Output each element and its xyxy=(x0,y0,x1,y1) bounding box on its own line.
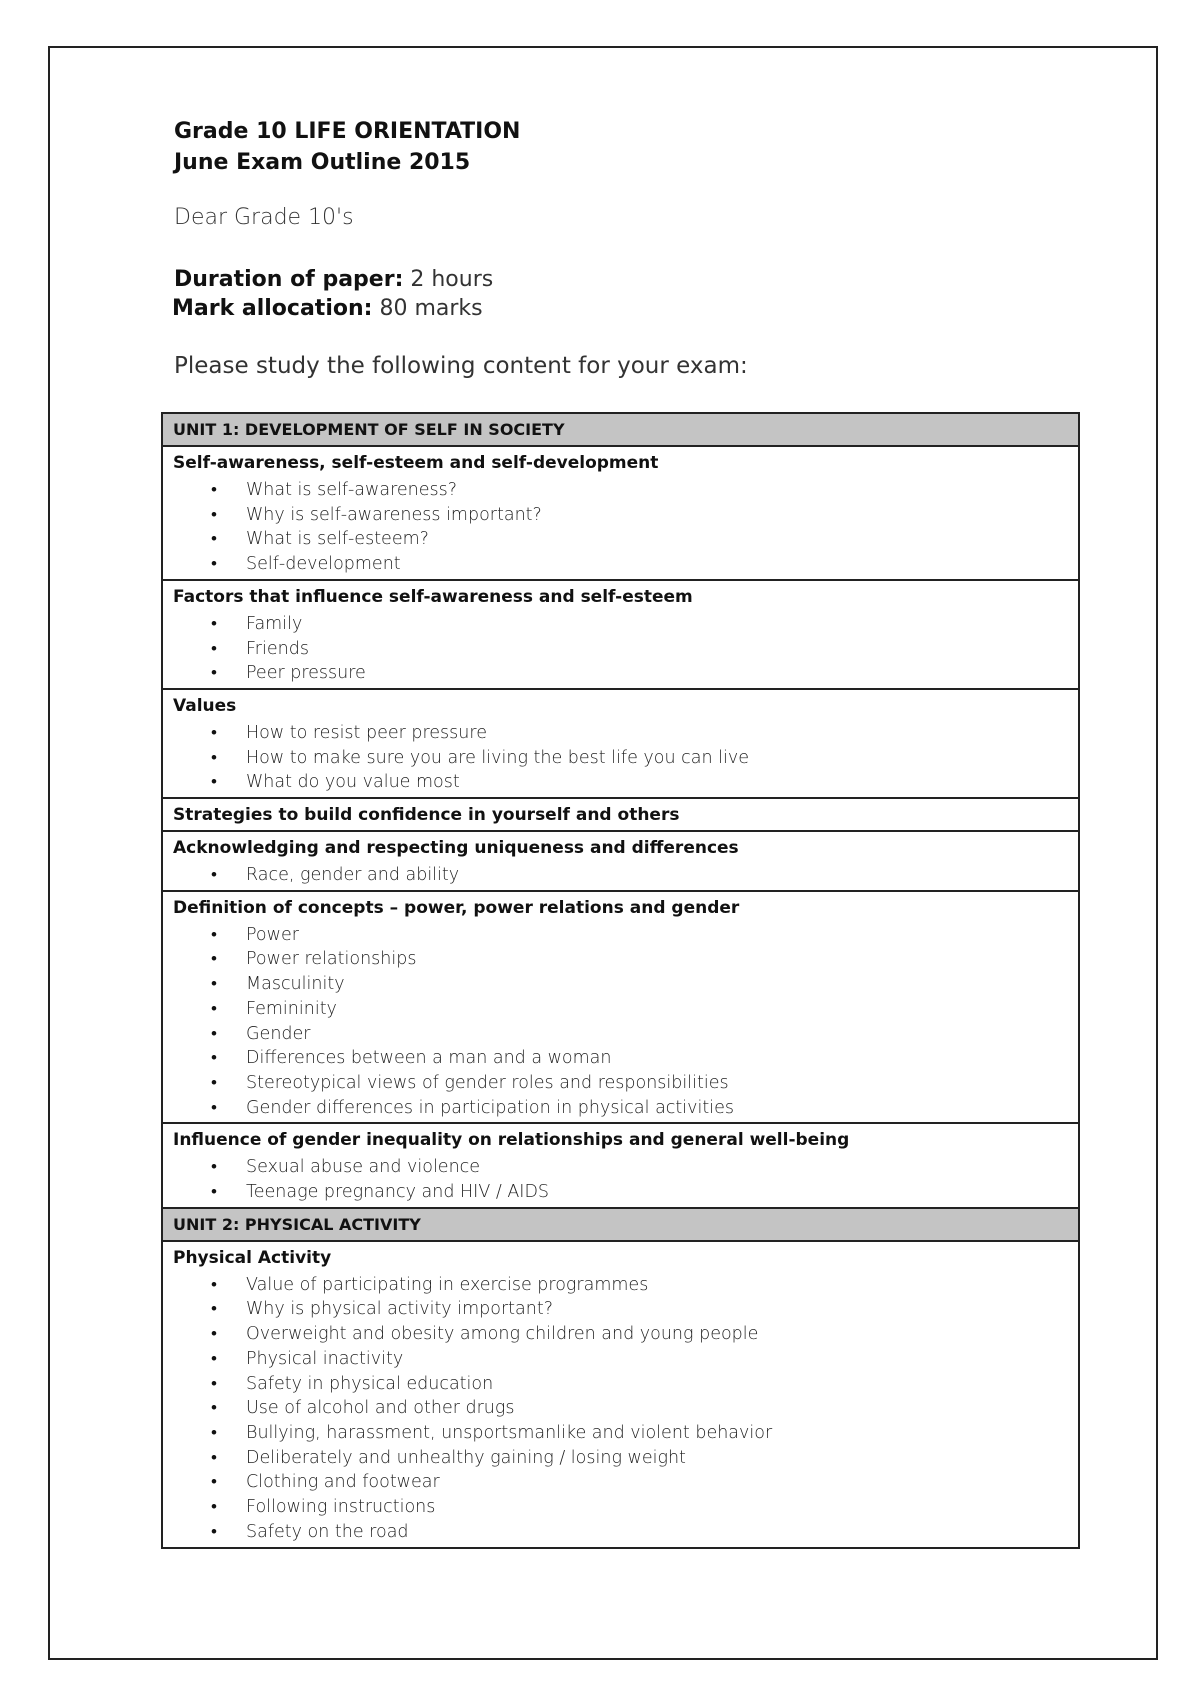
topic-heading: Factors that influence self-awareness and self-esteem xyxy=(173,586,693,607)
topic-bullet-list xyxy=(173,863,1078,888)
greeting-text: Dear Grade 10's xyxy=(174,205,354,230)
topic-heading: Values xyxy=(173,695,237,716)
bullet-item: • Bullying, harassment, unsportsmanlike and violent behavior xyxy=(173,1421,1078,1446)
bullet-item: • Clothing and footwear xyxy=(173,1470,1078,1495)
topic-bullet-list xyxy=(173,1155,1078,1204)
topic-cell xyxy=(162,891,1079,1124)
bullet-item: • Sexual abuse and violence xyxy=(173,1155,1078,1180)
bullet-item: • Differences between a man and a woman xyxy=(173,1046,1078,1071)
exam-meta xyxy=(174,265,493,323)
bullet-item: • Safety in physical education xyxy=(173,1372,1078,1397)
topic-cell xyxy=(162,1123,1079,1207)
topic-row xyxy=(162,798,1079,831)
bullet-item: • Why is physical activity important? xyxy=(173,1297,1078,1322)
topic-row xyxy=(162,446,1079,580)
bullet-item: • Femininity xyxy=(173,997,1078,1022)
bullet-item: • Race, gender and ability xyxy=(173,863,1078,888)
bullet-item: • What is self-esteem? xyxy=(173,527,1078,552)
unit-title: UNIT 2: PHYSICAL ACTIVITY xyxy=(162,1208,1079,1241)
topic-row xyxy=(162,831,1079,891)
topic-heading: Strategies to build confidence in yourself and others xyxy=(173,805,680,826)
duration-label: Duration of paper: xyxy=(174,267,404,292)
bullet-item: • How to resist peer pressure xyxy=(173,721,1078,746)
topic-row xyxy=(162,891,1079,1124)
topic-cell xyxy=(162,798,1079,831)
bullet-item: • Power relationships xyxy=(173,947,1078,972)
topic-bullet-list xyxy=(173,923,1078,1121)
document-title: Grade 10 LIFE ORIENTATION xyxy=(174,119,521,144)
topic-heading: Self-awareness, self-esteem and self-development xyxy=(173,453,659,473)
bullet-item: • Friends xyxy=(173,637,1078,662)
bullet-item: • Masculinity xyxy=(173,972,1078,997)
topic-bullet-list xyxy=(173,478,1078,577)
unit-title: UNIT 1: DEVELOPMENT OF SELF IN SOCIETY xyxy=(162,413,1079,446)
topic-bullet-list xyxy=(173,1273,1078,1545)
topic-row xyxy=(162,580,1079,689)
bullet-item: • Why is self-awareness important? xyxy=(173,503,1078,528)
topic-bullet-list xyxy=(173,721,1078,795)
bullet-item: • Family xyxy=(173,612,1078,637)
bullet-item: • Stereotypical views of gender roles and responsibilities xyxy=(173,1071,1078,1096)
bullet-item: • What do you value most xyxy=(173,770,1078,795)
bullet-item: • Gender differences in participation in physical activities xyxy=(173,1096,1078,1121)
topic-heading: Acknowledging and respecting uniqueness and differences xyxy=(173,838,739,859)
topic-cell xyxy=(162,689,1079,798)
content-outline-table xyxy=(161,412,1080,1549)
bullet-item: • How to make sure you are living the best life you can live xyxy=(173,746,1078,771)
bullet-item: • Power xyxy=(173,923,1078,948)
bullet-item: • Following instructions xyxy=(173,1495,1078,1520)
topic-cell xyxy=(162,446,1079,580)
topic-cell xyxy=(162,1241,1079,1548)
topic-row xyxy=(162,1241,1079,1548)
bullet-item: • Physical inactivity xyxy=(173,1347,1078,1372)
duration-row xyxy=(174,265,493,294)
topic-cell xyxy=(162,580,1079,689)
document-header xyxy=(174,116,520,178)
topic-heading: Influence of gender inequality on relationships and general well-being xyxy=(173,1130,850,1151)
topic-heading: Definition of concepts – power, power relations and gender xyxy=(173,897,740,918)
bullet-item: • Gender xyxy=(173,1022,1078,1047)
document-subtitle: June Exam Outline 2015 xyxy=(174,150,471,175)
bullet-item: • Value of participating in exercise programmes xyxy=(173,1273,1078,1298)
bullet-item: • Deliberately and unhealthy gaining / losing weight xyxy=(173,1446,1078,1471)
duration-value: 2 hours xyxy=(410,267,494,292)
intro-text: Please study the following content for your exam: xyxy=(174,353,748,379)
topic-bullet-list xyxy=(173,612,1078,686)
bullet-item: • Self-development xyxy=(173,552,1078,577)
topic-row xyxy=(162,1123,1079,1207)
topic-cell xyxy=(162,831,1079,891)
bullet-item: • Teenage pregnancy and HIV / AIDS xyxy=(173,1180,1078,1205)
marks-value: 80 marks xyxy=(379,296,483,321)
topic-row xyxy=(162,689,1079,798)
bullet-item: • Overweight and obesity among children and young people xyxy=(173,1322,1078,1347)
marks-row xyxy=(172,294,493,323)
marks-label: Mark allocation: xyxy=(172,296,373,321)
unit-header-row xyxy=(162,1208,1079,1241)
unit-header-row xyxy=(162,413,1079,446)
topic-heading: Physical Activity xyxy=(173,1247,332,1268)
bullet-item: • What is self-awareness? xyxy=(173,478,1078,503)
bullet-item: • Safety on the road xyxy=(173,1520,1078,1545)
bullet-item: • Use of alcohol and other drugs xyxy=(173,1396,1078,1421)
bullet-item: • Peer pressure xyxy=(173,661,1078,686)
